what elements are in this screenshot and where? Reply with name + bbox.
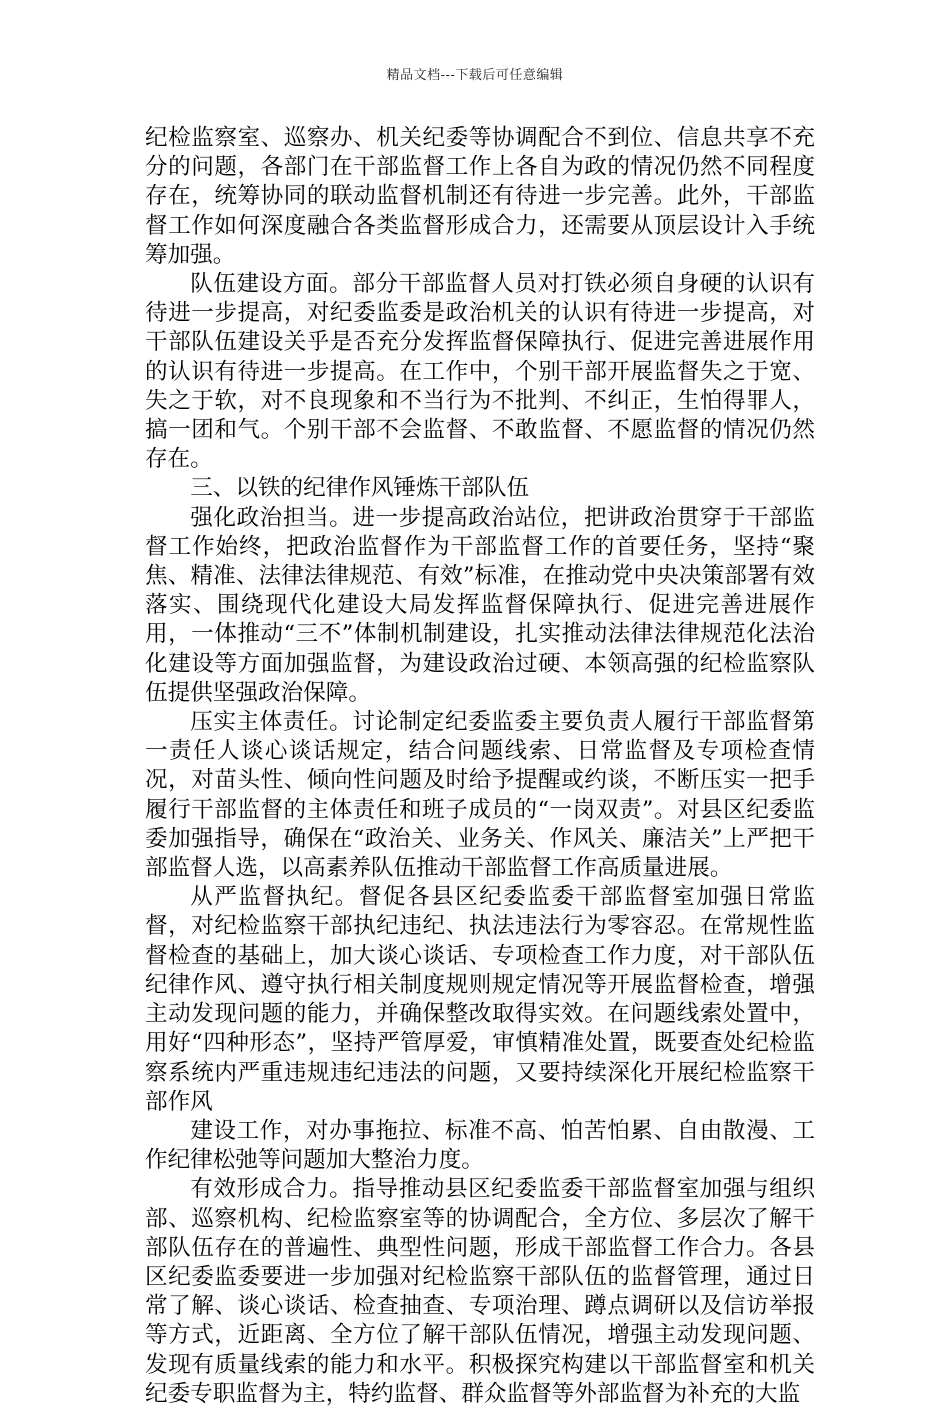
paragraph: 有效形成合力。指导推动县区纪委监委干部监督室加强与组织部、巡察机构、纪检监察室等的协调配合，全方位、多层次了解干部队伍存在的普遍性、典型性问题，形成干部监督工作合力。各县区纪委监委要进一步加强对纪检监察干部队伍的监督管理，通过日常了解、谈心谈话、检查抽查、专项治理、蹲点调研以及信访举报等方式，近距离、全方位了解干部队伍情况，增强主动发现问题、发现有质量线索的能力和水平。积极探究构建以干部监督室和机关纪委专职监督为主，特约监督、群众监督等外部监督为补充的大监 <box>145 1176 815 1407</box>
paragraph: 队伍建设方面。部分干部监督人员对打铁必须自身硬的认识有待进一步提高，对纪委监委是政治机关的认识有待进一步提高，对干部队伍建设关乎是否充分发挥监督保障执行、促进完善进展作用的认识有待进一步提高。在工作中，个别干部开展监督失之于宽、失之于软，对不良现象和不当行为不批判、不纠正，生怕得罪人，搞一团和气。个别干部不会监督、不敢监督、不愿监督的情况仍然存在。 <box>145 271 815 473</box>
paragraph: 压实主体责任。讨论制定纪委监委主要负责人履行干部监督第一责任人谈心谈话规定，结合问题线索、日常监督及专项检查情况，对苗头性、倾向性问题及时给予提醒或约谈，不断压实一把手履行干部监督的主体责任和班子成员的“一岗双责”。对县区纪委监委加强指导，确保在“政治关、业务关、作风关、廉洁关”上严把干部监督人选，以高素养队伍推动干部监督工作高质量进展。 <box>145 709 815 882</box>
paragraph: 纪检监察室、巡察办、机关纪委等协调配合不到位、信息共享不充分的问题，各部门在干部监督工作上各自为政的情况仍然不同程度存在，统筹协同的联动监督机制还有待进一步完善。此外，干部监督工作如何深度融合各类监督形成合力，还需要从顶层设计入手统筹加强。 <box>145 125 815 268</box>
document-body <box>145 124 815 1409</box>
section-heading: 三、以铁的纪律作风锤炼干部队伍 <box>190 475 530 502</box>
paragraph: 建设工作，对办事拖拉、标准不高、怕苦怕累、自由散漫、工作纪律松弛等问题加大整治力度。 <box>145 1117 815 1174</box>
page-header: 精品文档---下载后可任意编辑 <box>386 68 564 83</box>
paragraph: 强化政治担当。进一步提高政治站位，把讲政治贯穿于干部监督工作始终，把政治监督作为干部监督工作的首要任务，坚持“聚焦、精准、法律法律规范、有效”标准，在推动党中央决策部署有效落实、围绕现代化建设大局发挥监督保障执行、促进完善进展作用，一体推动“三不”体制机制建设，扎实推动法律法律规范化法治化建设等方面加强监督，为建设政治过硬、本领高强的纪检监察队伍提供坚强政治保障。 <box>145 504 815 706</box>
paragraph: 从严监督执纪。督促各县区纪委监委干部监督室加强日常监督，对纪检监察干部执纪违纪、执法违法行为零容忍。在常规性监督检查的基础上，加大谈心谈话、专项检查工作力度，对干部队伍纪律作风、遵守执行相关制度规则规定情况等开展监督检查，增强主动发现问题的能力，并确保整改取得实效。在问题线索处置中，用好“四种形态”，坚持严管厚爱，审慎精准处置，既要查处纪检监察系统内严重违规违纪违法的问题，又要持续深化开展纪检监察干部作风 <box>145 884 815 1115</box>
